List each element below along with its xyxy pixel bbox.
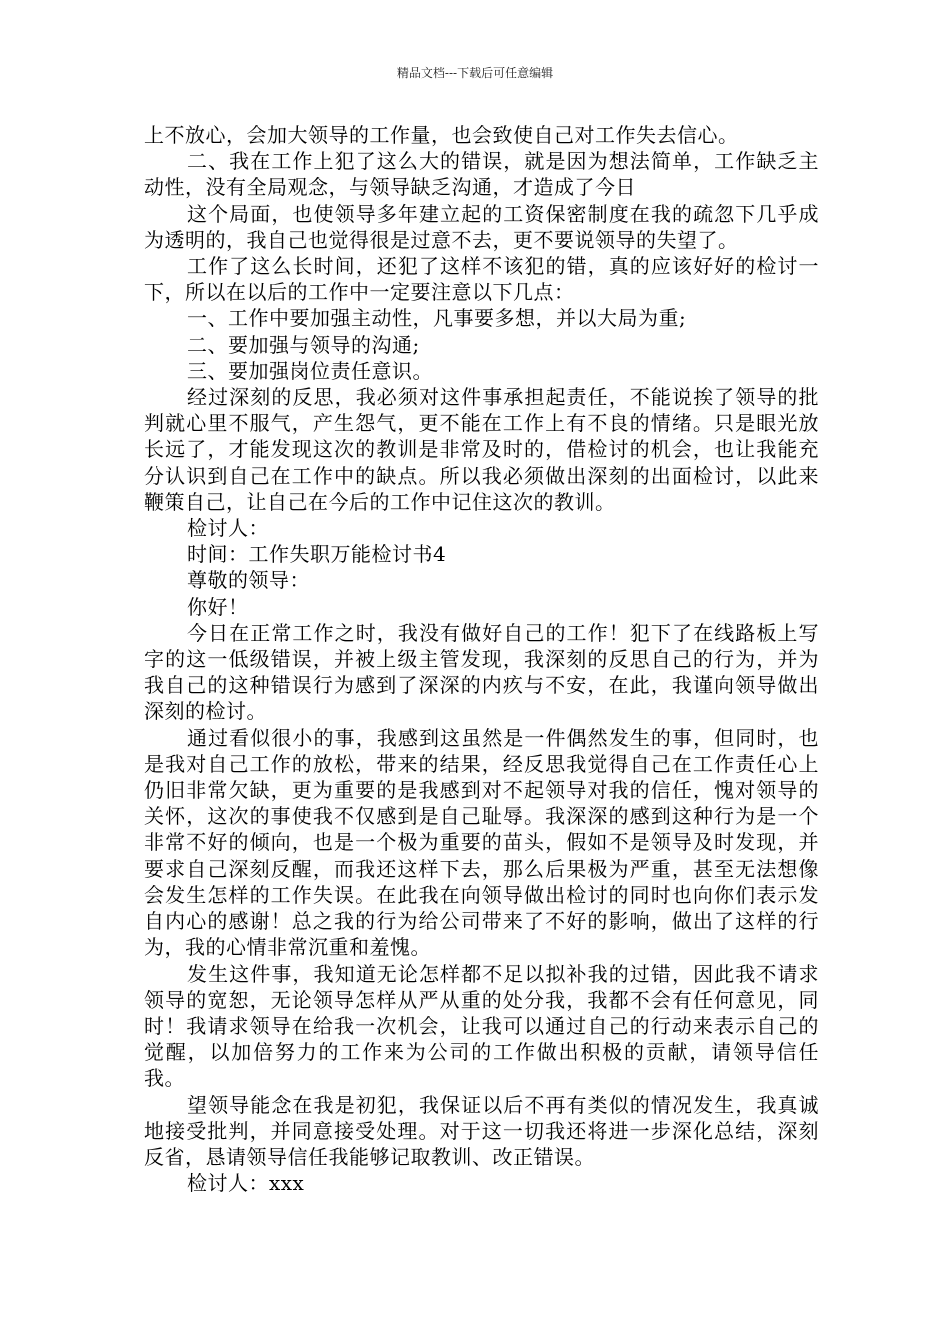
page-header: 精品文档---下载后可任意编辑 — [396, 66, 554, 80]
paragraph: 经过深刻的反思，我必须对这件事承担起责任，不能说挨了领导的批判就心里不服气，产生怨气，更不能在工作上有不良的情绪。只是眼光放长远了，才能发现这次的教训是非常及时的，借检讨的机会，也让我能充分认识到自己在工作中的缺点。所以我必须做出深刻的出面检讨，以此来鞭策自己，让自己在今后的工作中记住这次的教训。 — [144, 385, 819, 514]
paragraph: 今日在正常工作之时，我没有做好自己的工作！犯下了在线路板上写字的这一低级错误，并被上级主管发现，我深刻的反思自己的行为，并为我自己的这种错误行为感到了深深的内疚与不安，在此，我谨向领导做出深刻的检讨。 — [144, 620, 819, 724]
paragraph: 尊敬的领导： — [187, 568, 310, 593]
paragraph: 你好！ — [187, 594, 249, 619]
paragraph: 检讨人： — [187, 516, 269, 541]
paragraph: 一、工作中要加强主动性，凡事要多想，并以大局为重; — [187, 306, 687, 331]
paragraph: 上不放心，会加大领导的工作量，也会致使自己对工作失去信心。 — [144, 123, 739, 147]
paragraph: 三、要加强岗位责任意识。 — [187, 358, 433, 383]
paragraph: 望领导能念在我是初犯，我保证以后不再有类似的情况发生，我真诚地接受批判，并同意接受处理。对于这一切我还将进一步深化总结，深刻反省，恳请领导信任我能够记取教训、改正错误。 — [144, 1092, 819, 1169]
paragraph: 时间：工作失职万能检讨书4 — [187, 542, 447, 567]
paragraph: 通过看似很小的事，我感到这虽然是一件偶然发生的事，但同时，也是我对自己工作的放松，带来的结果，经反思我觉得自己在工作责任心上仍旧非常欠缺，更为重要的是我感到对不起领导对我的信任，愧对领导的关怀，这次的事使我不仅感到是自己耻辱。我深深的感到这种行为是一个非常不好的倾向，也是一个极为重要的苗头，假如不是领导及时发现，并要求自己深刻反醒，而我还这样下去，那么后果极为严重，甚至无法想像会发生怎样的工作失误。在此我在向领导做出检讨的同时也向你们表示发自内心的感谢！总之我的行为给公司带来了不好的影响，做出了这样的行为，我的心情非常沉重和羞愧。 — [144, 725, 819, 960]
paragraph: 检讨人：xxx — [187, 1171, 305, 1196]
paragraph: 二、我在工作上犯了这么大的错误，就是因为想法简单，工作缺乏主动性，没有全局观念，与领导缺乏沟通，才造成了今日 — [144, 149, 819, 200]
document-body — [144, 122, 819, 1196]
paragraph: 二、要加强与领导的沟通; — [187, 332, 420, 357]
paragraph: 这个局面，也使领导多年建立起的工资保密制度在我的疏忽下几乎成为透明的，我自己也觉得很是过意不去，更不要说领导的失望了。 — [144, 201, 819, 252]
paragraph: 发生这件事，我知道无论怎样都不足以拟补我的过错，因此我不请求领导的宽恕，无论领导怎样从严从重的处分我，我都不会有任何意见，同时！我请求领导在给我一次机会，让我可以通过自己的行动来表示自己的觉醒，以加倍努力的工作来为公司的工作做出积极的贡献，请领导信任我。 — [144, 961, 819, 1091]
paragraph: 工作了这么长时间，还犯了这样不该犯的错，真的应该好好的检讨一下，所以在以后的工作中一定要注意以下几点： — [144, 254, 819, 305]
